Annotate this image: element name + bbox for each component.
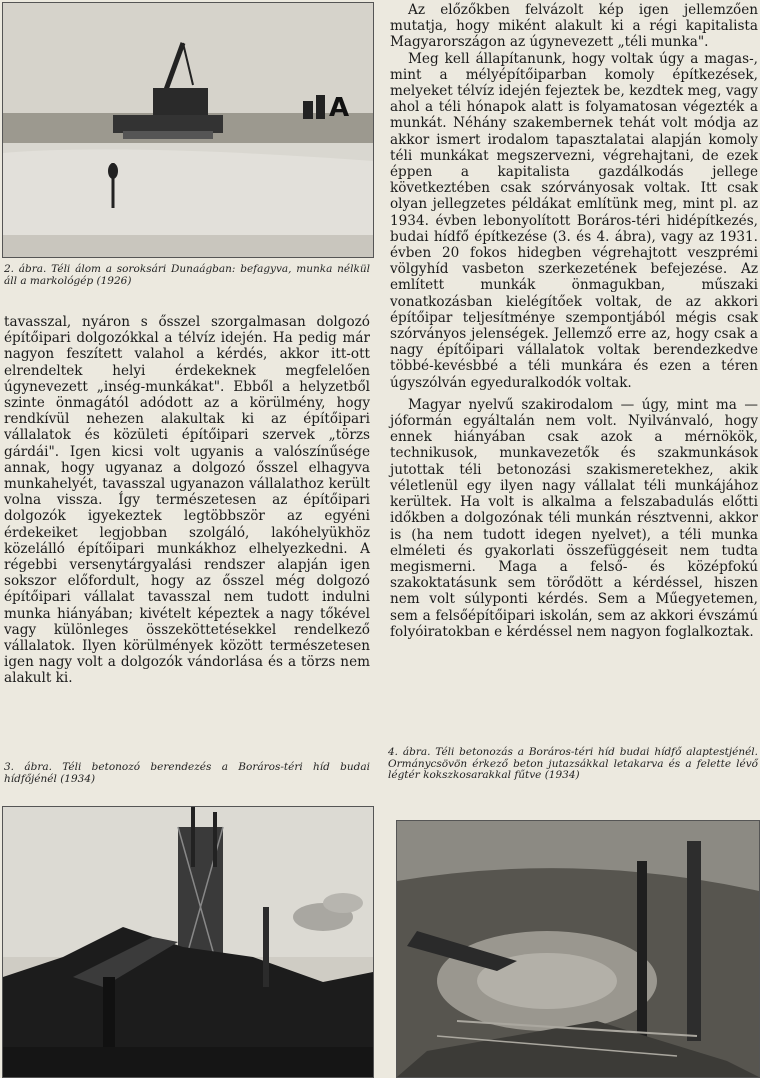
right-column <box>390 2 758 640</box>
right-paragraph-2: Meg kell állapítanunk, hogy voltak úgy a magas-, mint a mélyépítőiparban komoly építkezések, melyeket télvíz idején fejeztek be, kezdtek meg, vagy ahol a téli hónapok alatt is folyamatosan végezték a munkát. Néhány szakembernek tehát volt módja az akkor ismert irodalom tapasztalatai alapján komoly téli munkákat megszervezni, végrehajtani, de ezek éppen a kapitalista gazdálkodás jellege következtében csak szórványosak voltak. Itt csak olyan jellegzetes példákat említünk meg, mint pl. az 1934. évben lebonyolított Boráros-téri hidépítkezés, budai hídfő építkezése (3. és 4. ábra), vagy az 1931. évben 20 fokos hidegben végrehajtott veszprémi völgyhíd vasbeton szerkezetének befejezése. Az említett munkák önmagukban, műszaki vonatkozásban kielégítőek voltak, de az akkori építőipar teljesítménye szempontjából mégis csak szórványos jelenségek. Jellemző erre az, hogy csak a nagy építőipari vállalatok voltak berendezkedve többé-kevésbbé a téli munkára és ezen a téren úgyszólván egyeduralkodók voltak. <box>390 50 758 391</box>
figure-2-photo <box>2 2 374 258</box>
figure-3-caption: 3. ábra. Téli betonozó berendezés a Boráros-téri híd budai hídfőjénél (1934) <box>4 761 370 785</box>
figure-2-caption: 2. ábra. Téli álom a soroksári Dunaágban: befagyva, munka nélkül áll a markológép (1926) <box>4 263 370 287</box>
figure-4-photo <box>396 820 760 1078</box>
winter-concreting-photo-image <box>397 821 759 1077</box>
left-paragraph-1: tavasszal, nyáron s ősszel szorgalmasan dolgozó építőipari dolgozókkal a télvíz idején. Ha pedig már nagyon feszített valahol a kérdés, akkor itt-ott elrendeltek helyi érdekeknek megfelelően úgynevezett „inség-munkákat". Ebből a helyzetből szinte önmagától adódott az a körülmény, hogy rendkívül nehezen alakultak ki az építőipari vállalatok és közületi építőipari szervek „törzs gárdái". Igen kicsi volt ugyanis a valószínűsége annak, hogy ugyanaz a dolgozó ősszel elhagyva munkahelyét, tavasszal ugyanazon vállalathoz került volna vissza. Így természetesen az építőipari dolgozók igyekeztek legtöbbször az egyéni érdekeiket legjobban szolgáló, lakóhelyükhöz közelálló építőipari munkákhoz elhelyezkedni. A régebbi versenytárgyalási rendszer alapján igen sokszor előfordult, hogy az ősszel még dolgozó építőipari vállalat tavasszal nem tudott indulni munka hiányában; kivételt képeztek a nagy tőkével vagy különleges összeköttetésekkel rendelkező vállalatok. Ilyen körülmények között természetesen igen nagy volt a dolgozók vándorlása és a törzs nem alakult ki. <box>4 314 370 687</box>
figure-4-caption: 4. ábra. Téli betonozás a Boráros-téri híd budai hídfő alaptestjénél. Ormánycsövön érkező beton jutazsákkal letakarva és a felette lévő légtér kokszkosarakkal fűtve (1934) <box>388 746 758 781</box>
figure-2-overlay-letter: A <box>329 93 350 123</box>
figure-3-photo <box>2 806 374 1078</box>
right-paragraph-3: Magyar nyelvű szakirodalom — úgy, mint ma — jóformán egyáltalán nem volt. Nyilvánvaló, hogy ennek hiányában csak azok a mérnökök, technikusok, munkavezetők és szakmunkások jutottak téli betonozási szakismeretekhez, akik véletlenül egy ilyen nagy vállalat téli munkájához kerültek. Ha volt is alkalma a felszabadulás előtti időkben a dolgozónak téli munkán résztvenni, akkor is (ha nem tudott idegen nyelvet), a téli munka elméleti és gyakorlati összefüggéseit nem tudta megismerni. Maga a felső- és középfokú szakoktatásunk sem törődött a kérdéssel, hiszen nem volt súlyponti kérdés. Sem a Műegyetemen, sem a felsőépítőipari iskolán, sem az akkori évszámú folyóiratokban e kérdéssel nem nagyon foglalkoztak. <box>390 396 758 640</box>
left-column <box>4 314 370 687</box>
concrete-plant-photo-image <box>3 807 373 1077</box>
excavator-photo-image <box>3 3 373 257</box>
right-paragraph-1: Az előzőkben felvázolt kép igen jellemzően mutatja, hogy miként alakult ki a régi kapitalista Magyarországon az úgynevezett „téli munka". <box>390 2 758 51</box>
